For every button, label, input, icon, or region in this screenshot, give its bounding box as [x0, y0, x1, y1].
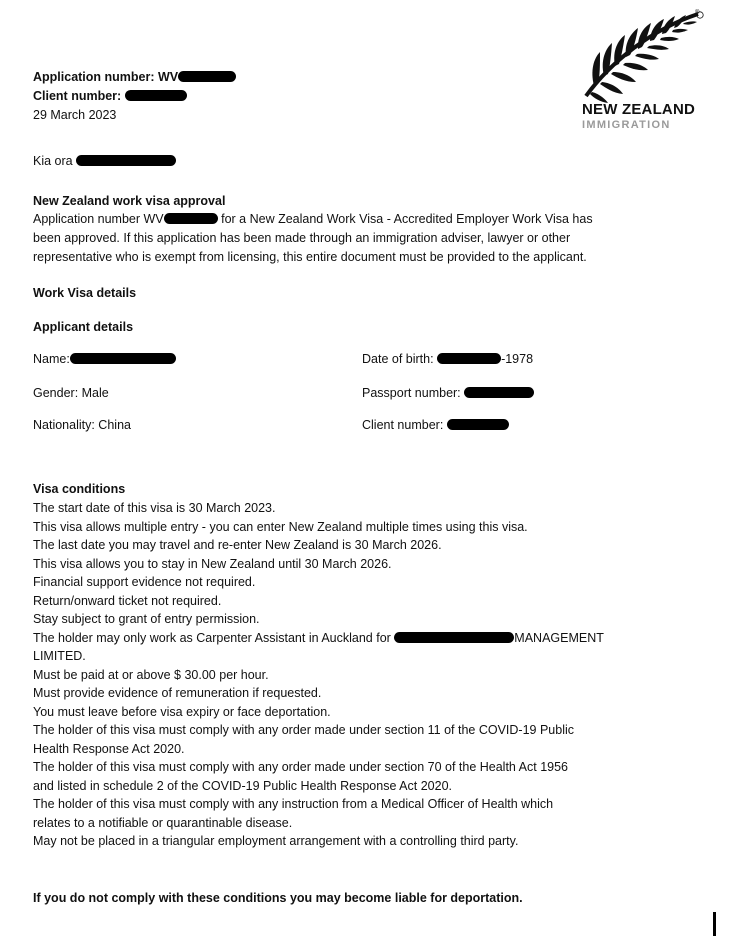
applicant-gender: Gender: Male [33, 386, 109, 400]
letter-date: 29 March 2023 [33, 108, 117, 122]
approval-line-1: Application number WV for a New Zealand Work Visa - Accredited Employer Work Visa has [33, 212, 593, 226]
condition-line-work: The holder may only work as Carpenter Assistant in Auckland for MANAGEMENT [33, 630, 604, 645]
text-cursor [713, 912, 716, 936]
approval-line-2: been approved. If this application has been made through an immigration adviser, lawyer or other [33, 231, 571, 245]
applicant-dob: Date of birth: -1978 [362, 352, 534, 366]
greeting-line: Kia ora [33, 152, 176, 171]
condition-line: and listed in schedule 2 of the COVID-19 Public Health Response Act 2020. [33, 778, 453, 793]
condition-line: May not be placed in a triangular employment arrangement with a controlling third party. [33, 834, 519, 848]
client-number-line: Client number: [33, 87, 187, 106]
nz-immigration-logo [580, 8, 710, 133]
deportation-warning: If you do not comply with these conditions you may become liable for deportation. [33, 891, 523, 905]
redaction [447, 419, 509, 430]
condition-line: Stay subject to grant of entry permission. [33, 612, 260, 626]
applicant-details-heading: Applicant details [33, 320, 134, 334]
application-number-line: Application number: WV [33, 68, 236, 87]
logo-text-new-zealand: NEW ZEALAND [582, 101, 696, 118]
condition-line: The holder of this visa must comply with any order made under section 11 of the COVID-19 Public [33, 723, 574, 737]
approval-title: New Zealand work visa approval [33, 194, 226, 208]
condition-line: LIMITED. [33, 649, 86, 663]
condition-line: Financial support evidence not required. [33, 575, 256, 589]
condition-line: The last date you may travel and re-enter New Zealand is 30 March 2026. [33, 538, 442, 552]
condition-line: You must leave before visa expiry or face deportation. [33, 704, 331, 719]
applicant-name: Name: [33, 350, 176, 369]
redaction [464, 387, 534, 398]
condition-line: This visa allows multiple entry - you can enter New Zealand multiple times using this visa. [33, 519, 528, 534]
logo-text-immigration: IMMIGRATION [582, 119, 671, 131]
condition-line: Health Response Act 2020. [33, 741, 185, 756]
work-visa-details-heading: Work Visa details [33, 286, 137, 300]
applicant-client-number: Client number: [362, 416, 509, 435]
visa-conditions-heading: Visa conditions [33, 482, 126, 496]
condition-line: Return/onward ticket not required. [33, 593, 222, 608]
condition-line: The start date of this visa is 30 March 2023. [33, 501, 276, 515]
condition-line: relates to a notifiable or quarantinable disease. [33, 815, 293, 830]
condition-line: Must provide evidence of remuneration if requested. [33, 686, 322, 700]
condition-line: Must be paid at or above $ 30.00 per hour. [33, 667, 269, 682]
condition-line: The holder of this visa must comply with any instruction from a Medical Officer of Health which [33, 797, 554, 811]
condition-line: The holder of this visa must comply with any order made under section 70 of the Health Act 1956 [33, 760, 569, 774]
silver-fern-icon [580, 8, 710, 103]
logo-registered-mark: ® [695, 10, 700, 16]
visa-conditions-list-a [33, 499, 604, 851]
redaction [76, 155, 176, 166]
redaction [394, 632, 514, 643]
applicant-nationality: Nationality: China [33, 418, 131, 432]
applicant-passport: Passport number: [362, 384, 534, 403]
condition-line: This visa allows you to stay in New Zealand until 30 March 2026. [33, 556, 392, 571]
redaction [437, 353, 501, 364]
approval-line-3: representative who is exempt from licensing, this entire document must be provided to the applicant. [33, 250, 587, 264]
redaction [70, 353, 176, 364]
redaction [125, 90, 187, 101]
redaction [164, 213, 218, 224]
redaction [178, 71, 236, 82]
